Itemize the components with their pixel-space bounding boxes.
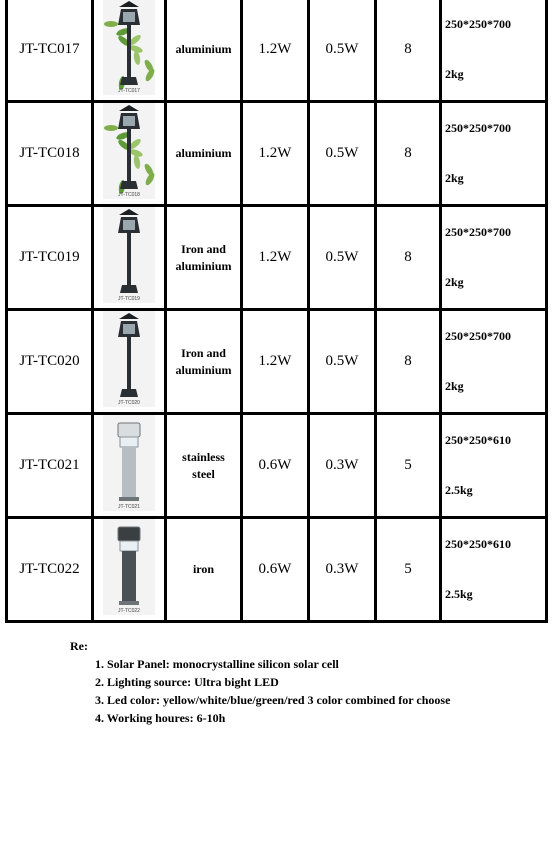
led-power: 0.3W [325, 561, 359, 577]
bollard-lamp-photo [103, 519, 155, 615]
model-cell [7, 0, 93, 102]
notes-list [70, 655, 450, 727]
size-weight-cell [441, 310, 547, 414]
model-cell [7, 206, 93, 310]
weight: 2kg [445, 379, 464, 393]
material-line: Iron and [181, 241, 226, 256]
model-number: JT-TC020 [19, 353, 80, 369]
quantity: 5 [404, 561, 412, 577]
garden-lamp-photo [103, 0, 155, 95]
panel-power: 1.2W [258, 249, 292, 265]
size-weight-cell [441, 414, 547, 518]
image-cell [93, 414, 166, 518]
quantity: 8 [404, 353, 412, 369]
image-caption: JT-TC020 [118, 400, 140, 406]
material-line: steel [192, 466, 215, 481]
material-cell [166, 310, 242, 414]
panel-power: 0.6W [258, 457, 292, 473]
size-weight-cell [441, 206, 547, 310]
led-power: 0.5W [325, 41, 359, 57]
material-line: Iron and [181, 345, 226, 360]
size-weight-cell [441, 0, 547, 102]
product-row [7, 518, 547, 622]
product-row [7, 0, 547, 102]
package-size: 250*250*700 [445, 121, 511, 135]
weight: 2kg [445, 275, 464, 289]
material-line: aluminium [175, 42, 232, 56]
garden-lamp-photo [103, 103, 155, 199]
led-power-cell [309, 310, 376, 414]
note-item: 2. Lighting source: Ultra bight LED [95, 675, 279, 689]
quantity: 8 [404, 41, 412, 57]
panel-power-cell [242, 0, 309, 102]
image-caption: JT-TC017 [118, 88, 140, 94]
panel-power-cell [242, 206, 309, 310]
model-cell [7, 310, 93, 414]
quantity-cell [376, 0, 441, 102]
material-line: aluminium [175, 258, 232, 273]
garden-lamp-photo [103, 207, 155, 303]
material-cell [166, 206, 242, 310]
notes-section [70, 637, 450, 727]
image-caption: JT-TC021 [118, 504, 140, 510]
model-number: JT-TC021 [19, 457, 80, 473]
led-power-cell [309, 0, 376, 102]
material-line: aluminium [175, 362, 232, 377]
panel-power-cell [242, 518, 309, 622]
model-number: JT-TC019 [19, 249, 80, 265]
product-row [7, 310, 547, 414]
image-cell [93, 0, 166, 102]
material-cell [166, 414, 242, 518]
quantity-cell [376, 310, 441, 414]
quantity-cell [376, 518, 441, 622]
size-weight-cell [441, 518, 547, 622]
notes-heading: Re: [70, 639, 88, 653]
note-item: 1. Solar Panel: monocrystalline silicon solar cell [95, 657, 339, 671]
led-power: 0.3W [325, 457, 359, 473]
model-number: JT-TC018 [19, 145, 80, 161]
product-row [7, 102, 547, 206]
material-cell [166, 518, 242, 622]
product-spec-table [5, 0, 548, 623]
material-cell [166, 0, 242, 102]
panel-power: 1.2W [258, 353, 292, 369]
material-line: stainless [182, 449, 225, 464]
quantity-cell [376, 102, 441, 206]
weight: 2kg [445, 171, 464, 185]
image-cell [93, 102, 166, 206]
panel-power: 0.6W [258, 561, 292, 577]
model-cell [7, 518, 93, 622]
note-item: 3. Led color: yellow/white/blue/green/red 3 color combined for choose [95, 693, 451, 707]
panel-power-cell [242, 414, 309, 518]
quantity-cell [376, 414, 441, 518]
weight: 2.5kg [445, 483, 473, 497]
weight: 2.5kg [445, 587, 473, 601]
image-caption: JT-TC019 [118, 296, 140, 302]
led-power: 0.5W [325, 249, 359, 265]
image-cell [93, 518, 166, 622]
model-number: JT-TC017 [19, 41, 80, 57]
note-item: 4. Working houres: 6-10h [95, 711, 226, 725]
led-power-cell [309, 206, 376, 310]
quantity: 8 [404, 145, 412, 161]
image-cell [93, 310, 166, 414]
product-row [7, 206, 547, 310]
product-row [7, 414, 547, 518]
weight: 2kg [445, 67, 464, 81]
image-cell [93, 206, 166, 310]
led-power: 0.5W [325, 353, 359, 369]
model-cell [7, 102, 93, 206]
bollard-lamp-photo [103, 415, 155, 511]
package-size: 250*250*700 [445, 329, 511, 343]
panel-power: 1.2W [258, 145, 292, 161]
panel-power-cell [242, 310, 309, 414]
led-power-cell [309, 102, 376, 206]
package-size: 250*250*610 [445, 433, 511, 447]
material-line: aluminium [175, 146, 232, 160]
package-size: 250*250*700 [445, 17, 511, 31]
quantity: 8 [404, 249, 412, 265]
model-number: JT-TC022 [19, 561, 80, 577]
image-caption: JT-TC022 [118, 608, 140, 614]
panel-power: 1.2W [258, 41, 292, 57]
material-cell [166, 102, 242, 206]
image-caption: JT-TC018 [118, 192, 140, 198]
led-power: 0.5W [325, 145, 359, 161]
led-power-cell [309, 414, 376, 518]
package-size: 250*250*610 [445, 537, 511, 551]
led-power-cell [309, 518, 376, 622]
size-weight-cell [441, 102, 547, 206]
quantity: 5 [404, 457, 412, 473]
material-line: iron [192, 562, 215, 576]
package-size: 250*250*700 [445, 225, 511, 239]
panel-power-cell [242, 102, 309, 206]
garden-lamp-photo [103, 311, 155, 407]
model-cell [7, 414, 93, 518]
quantity-cell [376, 206, 441, 310]
